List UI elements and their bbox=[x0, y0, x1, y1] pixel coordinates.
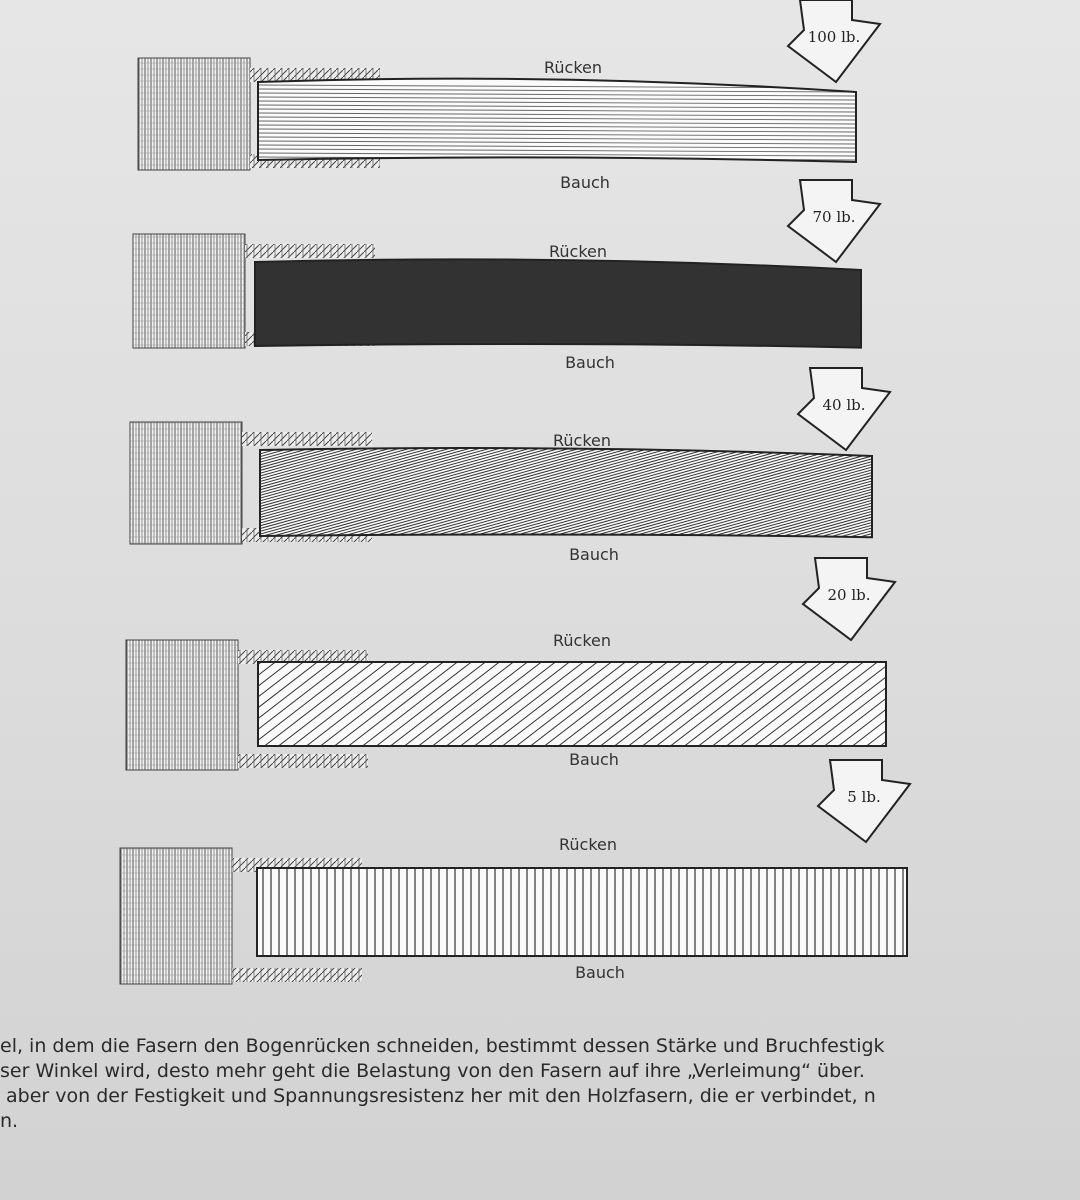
grip-wrap-top bbox=[242, 432, 372, 446]
load-weight-label: 20 lb. bbox=[827, 586, 871, 604]
limb-body bbox=[257, 868, 907, 956]
load-weight-label: 5 lb. bbox=[847, 788, 881, 806]
belly-label: Bauch bbox=[565, 353, 615, 372]
bow-limb-panel-4 bbox=[118, 558, 1080, 770]
handle-block bbox=[120, 848, 232, 984]
belly-label: Bauch bbox=[560, 173, 610, 192]
grip-wrap-top bbox=[245, 244, 375, 258]
belly-label: Bauch bbox=[575, 963, 625, 982]
handle-block bbox=[126, 640, 238, 770]
back-label: Rücken bbox=[552, 431, 612, 450]
back-label: Rücken bbox=[548, 242, 608, 261]
load-weight-label: 100 lb. bbox=[807, 28, 861, 46]
back-label: Rücken bbox=[543, 58, 603, 77]
belly-label: Bauch bbox=[569, 750, 619, 769]
grain-lines bbox=[263, 863, 903, 961]
load-weight-label: 70 lb. bbox=[812, 208, 856, 226]
belly-label: Bauch bbox=[569, 545, 619, 564]
bow-limb-panel-2 bbox=[0, 180, 1080, 372]
back-label: Rücken bbox=[552, 631, 612, 650]
load-weight-label: 40 lb. bbox=[822, 396, 866, 414]
caption-line-4: n. bbox=[0, 1110, 19, 1132]
handle-block bbox=[138, 58, 250, 170]
caption-line-2: ser Winkel wird, desto mehr geht die Belastung von den Fasern auf ihre „Verleimung“ über. bbox=[0, 1060, 865, 1082]
back-label: Rücken bbox=[558, 835, 618, 854]
handle-block bbox=[130, 422, 242, 544]
grip-wrap-bottom bbox=[238, 754, 368, 768]
caption-line-3: aber von der Festigkeit und Spannungsresistenz her mit den Holzfasern, die er verbindet, n bbox=[0, 1085, 876, 1107]
caption-line-1: el, in dem die Fasern den Bogenrücken schneiden, bestimmt dessen Stärke und Bruchfestigk bbox=[0, 1035, 885, 1057]
handle-block bbox=[133, 234, 245, 348]
bow-limb-panel-3 bbox=[0, 368, 1080, 564]
bow-limb-panel-5 bbox=[120, 760, 910, 984]
grip-wrap-bottom bbox=[232, 968, 362, 982]
bow-limb-panel-1 bbox=[138, 0, 880, 192]
caption-text bbox=[0, 1034, 1080, 1134]
